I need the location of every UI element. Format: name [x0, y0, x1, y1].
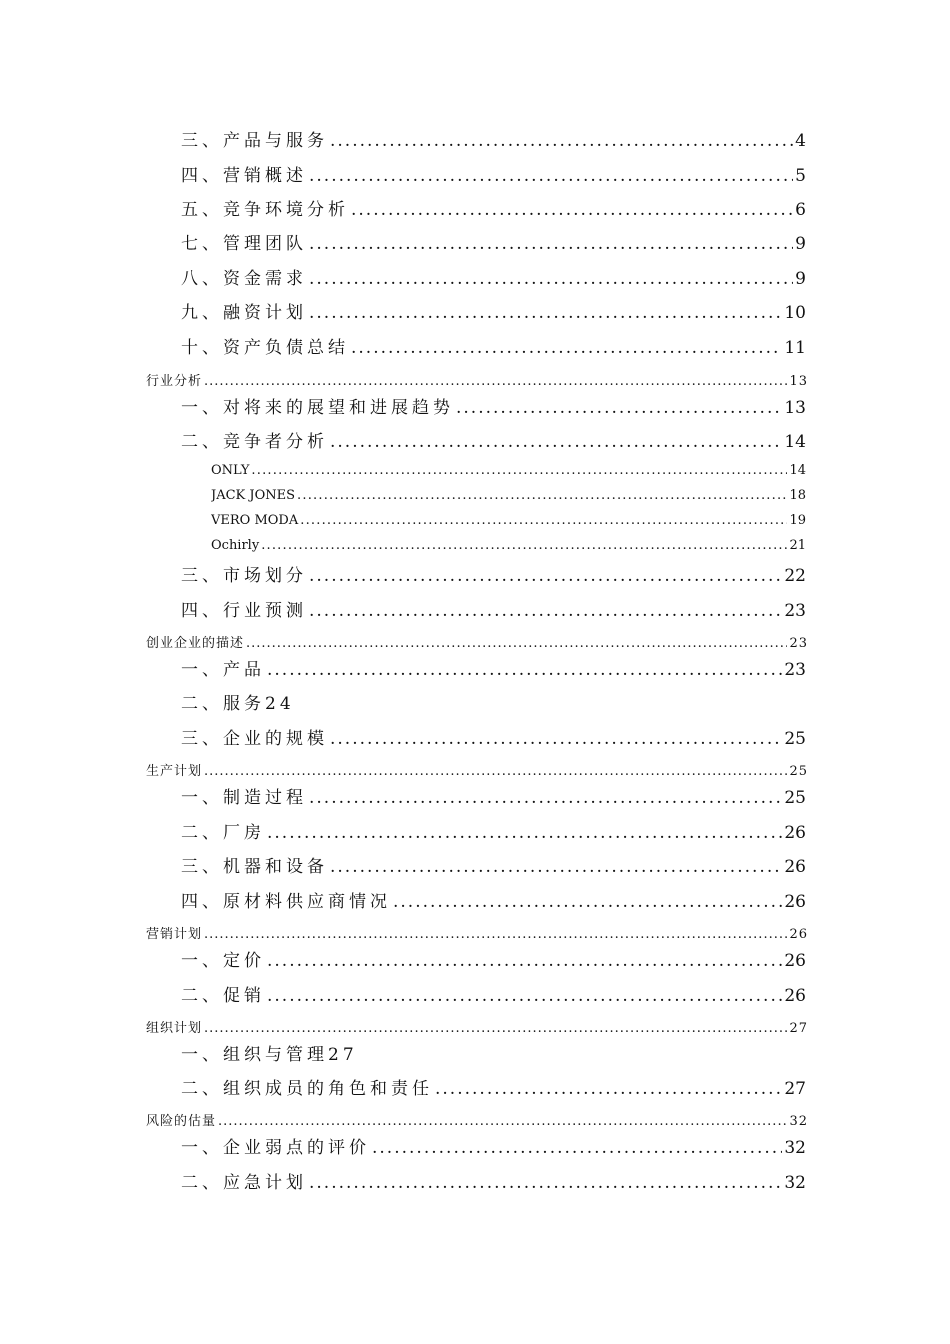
toc-subentry-page: 14 — [789, 463, 806, 478]
toc-entry-page: 11 — [784, 338, 806, 358]
dot-leader — [300, 513, 787, 528]
dot-leader — [435, 1079, 782, 1099]
toc-entry-page: 27 — [784, 1079, 806, 1099]
toc-entry-page: 10 — [784, 303, 806, 323]
toc-subentry-label: VERO MODA — [211, 513, 299, 528]
toc-entry[interactable] — [181, 689, 806, 714]
toc-entry[interactable] — [181, 887, 806, 912]
toc-entry-page: 26 — [784, 823, 806, 843]
toc-entry-page: 26 — [784, 857, 806, 877]
toc-entry-label: 三、产品与服务 — [181, 131, 328, 151]
toc-entry[interactable] — [181, 161, 806, 186]
toc-chapter[interactable] — [146, 923, 808, 942]
toc-entry[interactable] — [181, 783, 806, 808]
dot-leader — [393, 892, 782, 912]
toc-entry[interactable] — [181, 229, 806, 254]
dot-leader — [204, 927, 787, 942]
toc-entry[interactable] — [181, 427, 806, 452]
toc-entry[interactable] — [181, 596, 806, 621]
toc-entry-page: 26 — [784, 892, 806, 912]
toc-subentry-label: JACK JONES — [211, 488, 296, 503]
toc-entry-page: 25 — [784, 788, 806, 808]
toc-chapter-page: 25 — [789, 764, 808, 779]
toc-entry-label: 四、营销概述 — [181, 166, 307, 186]
dot-leader — [330, 432, 782, 452]
toc-chapter-page: 27 — [789, 1021, 808, 1036]
toc-entry-label: 二、促销 — [181, 986, 265, 1006]
toc-entry-page: 32 — [784, 1138, 806, 1158]
toc-subentry[interactable] — [211, 488, 806, 503]
toc-entry[interactable] — [181, 195, 806, 220]
toc-subentry-page: 19 — [789, 513, 806, 528]
toc-entry-label: 七、管理团队 — [181, 234, 307, 254]
toc-entry-label: 三、机器和设备 — [181, 857, 328, 877]
toc-entry-label: 一、对将来的展望和进展趋势 — [181, 398, 454, 418]
dot-leader — [456, 398, 782, 418]
toc-entry-label: 一、制造过程 — [181, 788, 307, 808]
dot-leader — [330, 857, 782, 877]
toc-entry[interactable] — [181, 393, 806, 418]
dot-leader — [204, 764, 787, 779]
toc-chapter-label: 行业分析 — [146, 374, 203, 389]
dot-leader — [309, 1173, 782, 1193]
toc-chapter-label: 营销计划 — [146, 927, 203, 942]
toc-chapter[interactable] — [146, 1110, 808, 1129]
toc-chapter[interactable] — [146, 760, 808, 779]
dot-leader — [267, 823, 782, 843]
toc-entry-label: 二、厂房 — [181, 823, 265, 843]
toc-entry-page: 22 — [784, 566, 806, 586]
toc-entry-page: 23 — [784, 601, 806, 621]
toc-entry-label: 八、资金需求 — [181, 269, 307, 289]
toc-entry-label: 一、企业弱点的评价 — [181, 1138, 370, 1158]
toc-entry[interactable] — [181, 981, 806, 1006]
toc-chapter[interactable] — [146, 1017, 808, 1036]
toc-chapter-label: 组织计划 — [146, 1021, 203, 1036]
toc-entry[interactable] — [181, 655, 806, 680]
toc-entry-page: 23 — [784, 660, 806, 680]
toc-entry[interactable] — [181, 264, 806, 289]
toc-entry-page: 14 — [784, 432, 806, 452]
dot-leader — [309, 269, 793, 289]
toc-subentry[interactable] — [211, 538, 806, 553]
toc-entry[interactable] — [181, 818, 806, 843]
toc-chapter-label: 生产计划 — [146, 764, 203, 779]
toc-entry-label: 三、企业的规模 — [181, 729, 328, 749]
dot-leader — [267, 951, 782, 971]
toc-entry[interactable] — [181, 1074, 806, 1099]
toc-entry[interactable] — [181, 333, 806, 358]
dot-leader — [372, 1138, 782, 1158]
dot-leader — [309, 788, 782, 808]
dot-leader — [246, 636, 787, 651]
toc-chapter-label: 风险的估量 — [146, 1114, 217, 1129]
toc-entry-label: 一、产品 — [181, 660, 265, 680]
dot-leader — [309, 566, 782, 586]
toc-subentry-page: 21 — [789, 538, 806, 553]
dot-leader — [251, 463, 787, 478]
dot-leader — [309, 601, 782, 621]
dot-leader — [351, 200, 793, 220]
toc-entry-page: 26 — [784, 951, 806, 971]
dot-leader — [309, 303, 782, 323]
toc-chapter[interactable] — [146, 632, 808, 651]
toc-entry-label: 二、组织成员的角色和责任 — [181, 1079, 433, 1099]
toc-chapter-page: 23 — [789, 636, 808, 651]
toc-entry[interactable] — [181, 1133, 806, 1158]
toc-entry-page: 25 — [784, 729, 806, 749]
toc-entry-label: 十、资产负债总结 — [181, 338, 349, 358]
toc-chapter-page: 26 — [789, 927, 808, 942]
toc-subentry-page: 18 — [789, 488, 806, 503]
toc-chapter-page: 32 — [789, 1114, 808, 1129]
toc-entry[interactable] — [181, 561, 806, 586]
toc-entry[interactable] — [181, 1040, 806, 1065]
toc-chapter[interactable] — [146, 370, 808, 389]
toc-entry-label: 一、组织与管理27 — [181, 1045, 358, 1065]
toc-chapter-label: 创业企业的描述 — [146, 636, 245, 651]
dot-leader — [309, 234, 793, 254]
dot-leader — [309, 166, 793, 186]
toc-entry-label: 四、行业预测 — [181, 601, 307, 621]
dot-leader — [204, 374, 787, 389]
dot-leader — [261, 538, 787, 553]
toc-entry-page: 4 — [795, 131, 806, 151]
toc-entry[interactable] — [181, 946, 806, 971]
dot-leader — [204, 1021, 787, 1036]
toc-entry[interactable] — [181, 1168, 806, 1193]
toc-entry[interactable] — [181, 298, 806, 323]
toc-entry[interactable] — [181, 852, 806, 877]
dot-leader — [218, 1114, 787, 1129]
dot-leader — [351, 338, 782, 358]
toc-entry-page: 26 — [784, 986, 806, 1006]
dot-leader — [267, 660, 782, 680]
toc-subentry[interactable] — [211, 463, 806, 478]
toc-entry-page: 13 — [784, 398, 806, 418]
toc-entry-page: 32 — [784, 1173, 806, 1193]
toc-entry-label: 二、竞争者分析 — [181, 432, 328, 452]
toc-entry-page: 6 — [795, 200, 806, 220]
toc-entry[interactable] — [181, 724, 806, 749]
toc-entry-label: 四、原材料供应商情况 — [181, 892, 391, 912]
toc-entry-label: 三、市场划分 — [181, 566, 307, 586]
toc-subentry[interactable] — [211, 513, 806, 528]
dot-leader — [297, 488, 787, 503]
toc-subentry-label: Ochirly — [211, 538, 260, 553]
dot-leader — [330, 729, 782, 749]
toc-subentry-label: ONLY — [211, 463, 250, 478]
toc-chapter-page: 13 — [789, 374, 808, 389]
dot-leader — [267, 986, 782, 1006]
toc-entry-label: 九、融资计划 — [181, 303, 307, 323]
dot-leader — [330, 131, 793, 151]
toc-entry[interactable] — [181, 126, 806, 151]
toc-entry-label: 二、服务24 — [181, 694, 295, 714]
toc-entry-label: 五、竞争环境分析 — [181, 200, 349, 220]
toc-entry-page: 9 — [795, 269, 806, 289]
toc-entry-label: 二、应急计划 — [181, 1173, 307, 1193]
toc-entry-page: 9 — [795, 234, 806, 254]
toc-entry-label: 一、定价 — [181, 951, 265, 971]
toc-entry-page: 5 — [795, 166, 806, 186]
